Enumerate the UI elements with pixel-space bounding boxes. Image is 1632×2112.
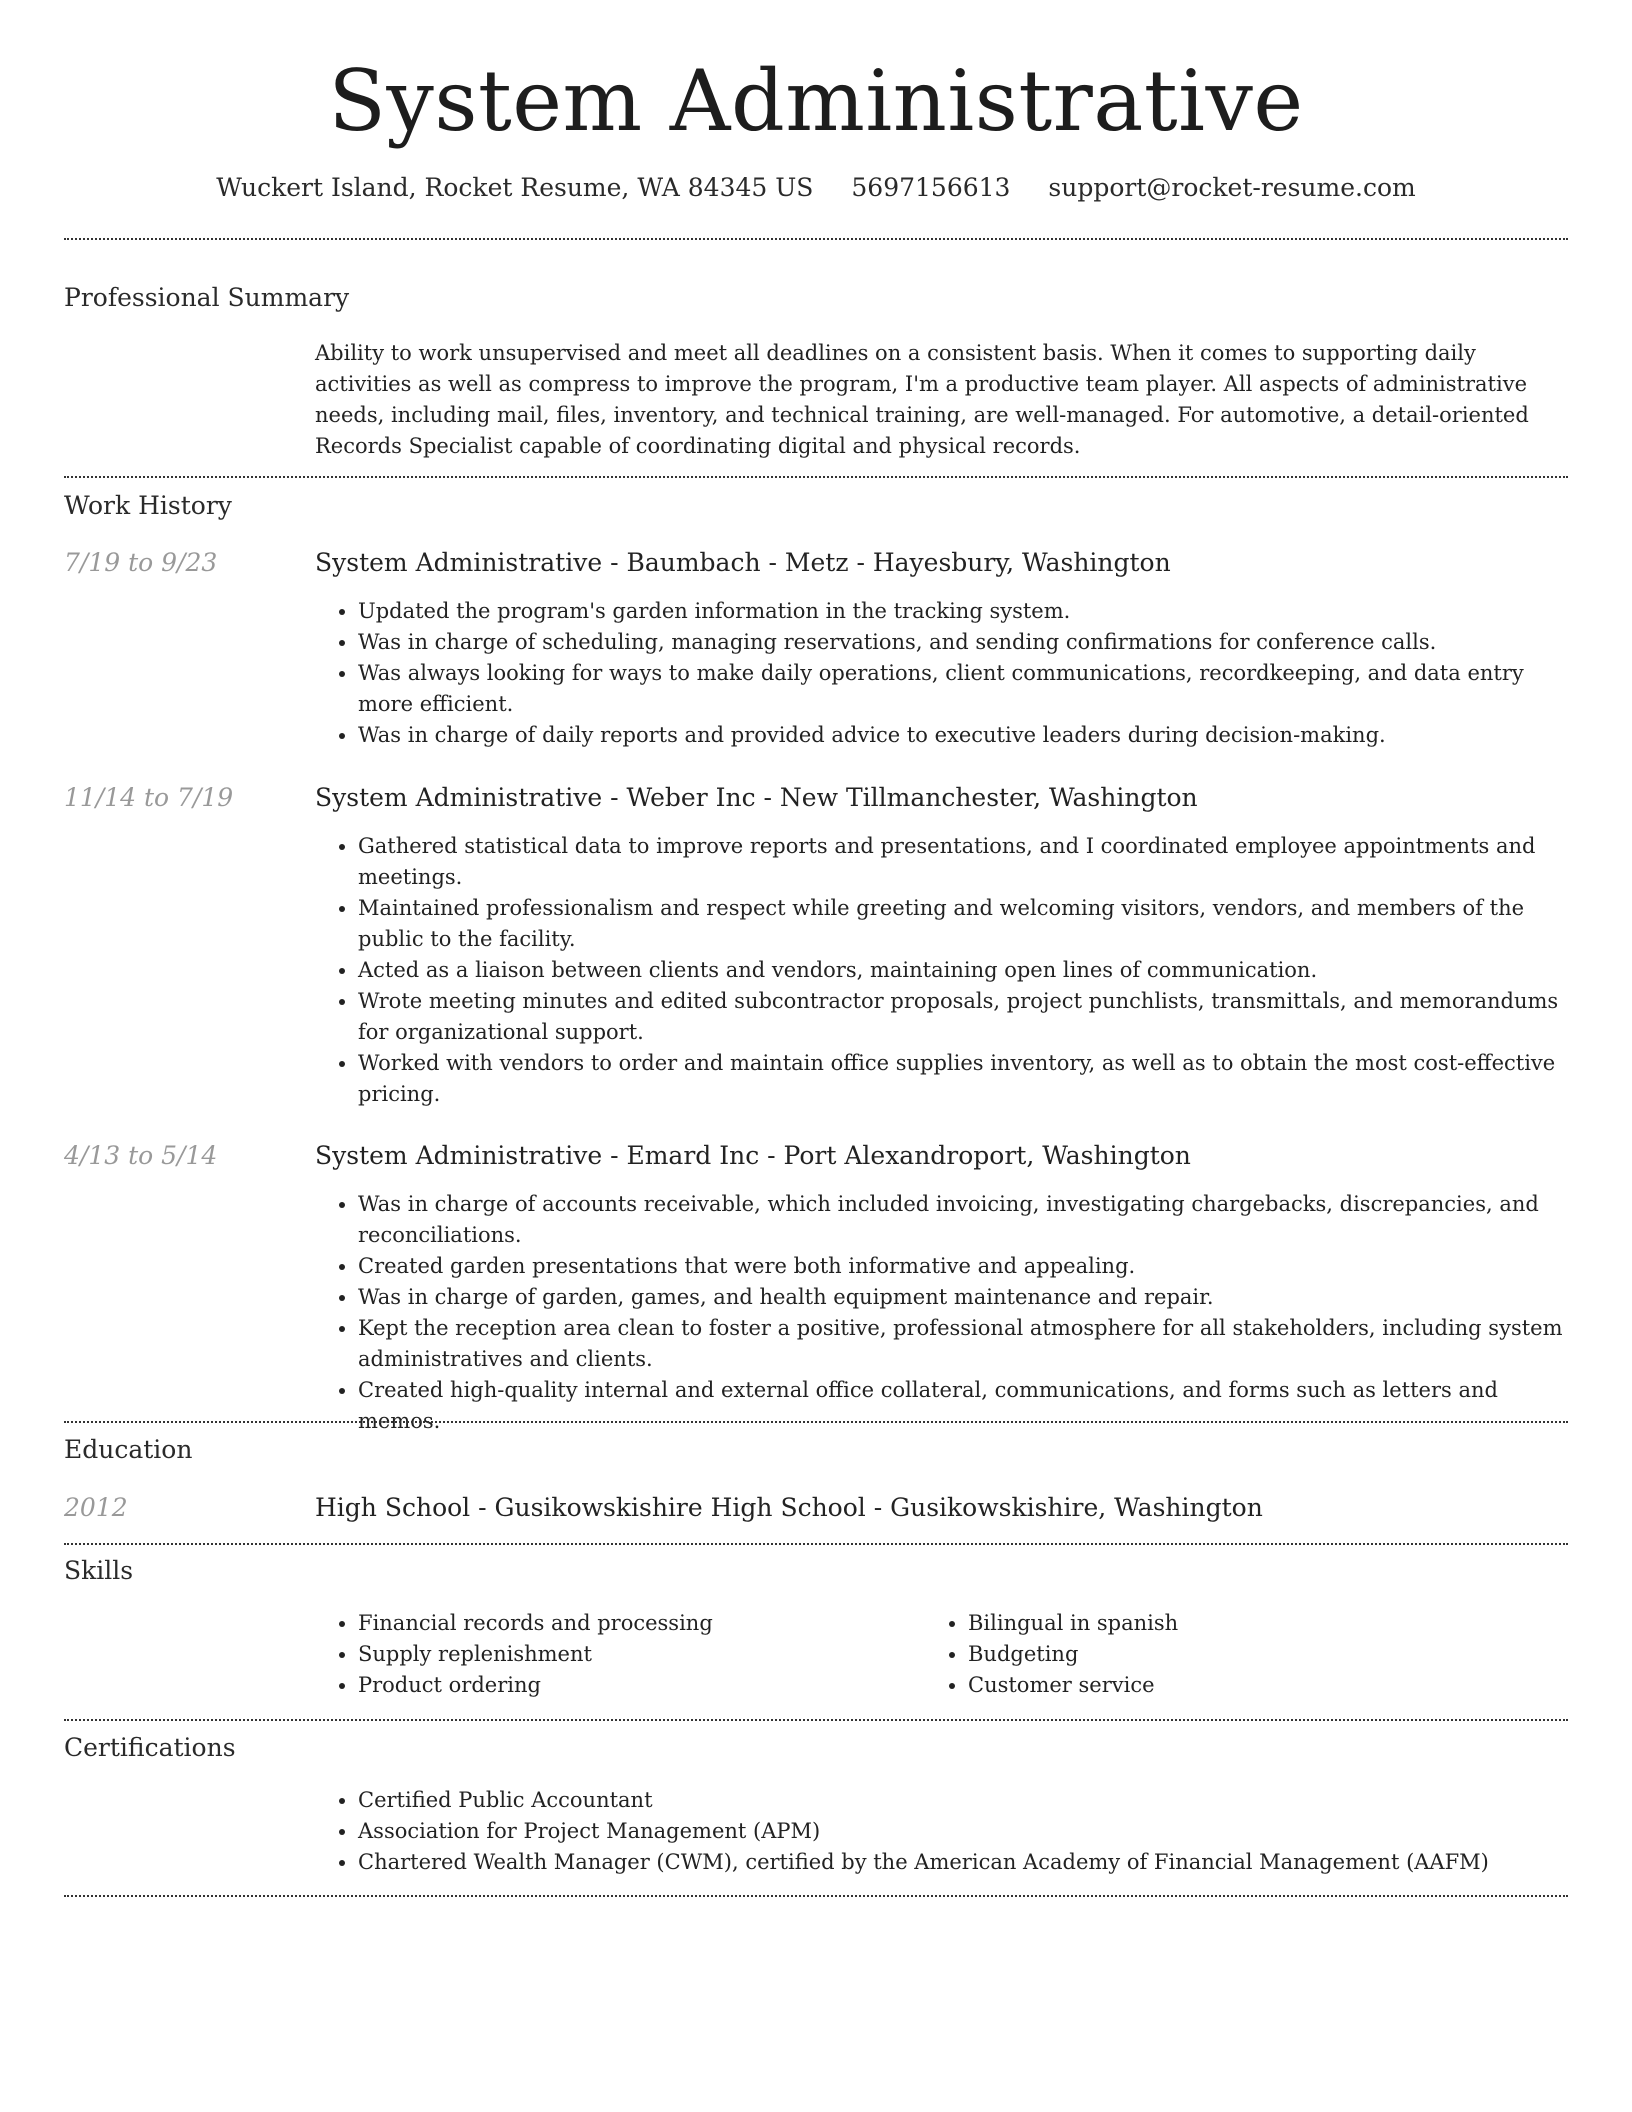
skills-list-right — [925, 1608, 1565, 1701]
job-bullets — [315, 831, 1570, 1110]
list-item: • Budgeting — [968, 1639, 1565, 1670]
section-divider — [64, 1719, 1568, 1721]
summary-heading: Professional Summary — [64, 283, 350, 312]
list-item: • Was always looking for ways to make daily operations, client communications, recordkeeping, and data entry more efficient. — [358, 658, 1570, 720]
skills-heading: Skills — [64, 1556, 134, 1585]
section-divider — [64, 238, 1568, 240]
list-item: • Customer service — [968, 1670, 1565, 1701]
section-divider — [64, 1895, 1568, 1897]
resume-name: System Administrative — [328, 52, 1304, 150]
certifications-list — [315, 1785, 1570, 1878]
job-title: System Administrative - Baumbach - Metz - Hayesbury, Washington — [315, 548, 1171, 577]
list-item: • Association for Project Management (APM) — [358, 1816, 1570, 1847]
contact-line — [0, 168, 1632, 208]
education-year: 2012 — [64, 1493, 128, 1522]
list-item: • Certified Public Accountant — [358, 1785, 1570, 1816]
job-title: System Administrative - Weber Inc - New Tillmanchester, Washington — [315, 783, 1198, 812]
contact-address: Wuckert Island, Rocket Resume, WA 84345 US — [216, 173, 814, 202]
list-item: • Created high-quality internal and external office collateral, communications, and forms such as letters and memos. — [358, 1375, 1570, 1437]
section-divider — [64, 476, 1568, 478]
list-item: • Created garden presentations that were both informative and appealing. — [358, 1251, 1570, 1282]
list-item: • Supply replenishment — [358, 1639, 925, 1670]
section-divider — [64, 1421, 1568, 1423]
list-item: • Gathered statistical data to improve reports and presentations, and I coordinated employee appointments and meetings. — [358, 831, 1570, 893]
education-title: High School - Gusikowskishire High School - Gusikowskishire, Washington — [315, 1493, 1263, 1522]
list-item: • Maintained professionalism and respect while greeting and welcoming visitors, vendors, and members of the public to the facility. — [358, 893, 1570, 955]
job-title: System Administrative - Emard Inc - Port Alexandroport, Washington — [315, 1141, 1191, 1170]
list-item: • Was in charge of daily reports and provided advice to executive leaders during decision-making. — [358, 720, 1570, 751]
job-bullets — [315, 1189, 1570, 1437]
list-item: • Acted as a liaison between clients and vendors, maintaining open lines of communication. — [358, 955, 1570, 986]
list-item: • Worked with vendors to order and maintain office supplies inventory, as well as to obtain the most cost-effective pricing. — [358, 1048, 1570, 1110]
job-dates: 11/14 to 7/19 — [64, 783, 234, 812]
list-item: • Kept the reception area clean to foster a positive, professional atmosphere for all stakeholders, including system administratives and clients. — [358, 1313, 1570, 1375]
education-heading: Education — [64, 1435, 193, 1464]
list-item: • Was in charge of garden, games, and health equipment maintenance and repair. — [358, 1282, 1570, 1313]
contact-phone: 5697156613 — [851, 173, 1011, 202]
list-item: • Product ordering — [358, 1670, 925, 1701]
list-item: • Bilingual in spanish — [968, 1608, 1565, 1639]
job-dates: 4/13 to 5/14 — [64, 1141, 218, 1170]
work-history-heading: Work History — [64, 491, 232, 520]
list-item: • Chartered Wealth Manager (CWM), certified by the American Academy of Financial Management (AAFM) — [358, 1847, 1570, 1878]
job-bullets — [315, 596, 1570, 751]
certifications-heading: Certifications — [64, 1733, 236, 1762]
skills-list-left — [315, 1608, 925, 1701]
job-dates: 7/19 to 9/23 — [64, 548, 218, 577]
list-item: • Updated the program's garden information in the tracking system. — [358, 596, 1570, 627]
list-item: • Financial records and processing — [358, 1608, 925, 1639]
list-item: • Was in charge of scheduling, managing reservations, and sending confirmations for conference calls. — [358, 627, 1570, 658]
list-item: • Wrote meeting minutes and edited subcontractor proposals, project punchlists, transmittals, and memorandums for organizational support. — [358, 986, 1570, 1048]
section-divider — [64, 1543, 1568, 1545]
summary-text: Ability to work unsupervised and meet all deadlines on a consistent basis. When it comes to supporting daily activities as well as compress to improve the program, I'm a productive team player. All aspects of administrative needs, including mail, files, inventory, and technical training, are well-managed. For automotive, a detail-oriented Records Specialist capable of coordinating digital and physical records. — [315, 341, 1529, 458]
contact-email: support@rocket-resume.com — [1048, 173, 1416, 202]
list-item: • Was in charge of accounts receivable, which included invoicing, investigating chargebacks, discrepancies, and reconciliations. — [358, 1189, 1570, 1251]
